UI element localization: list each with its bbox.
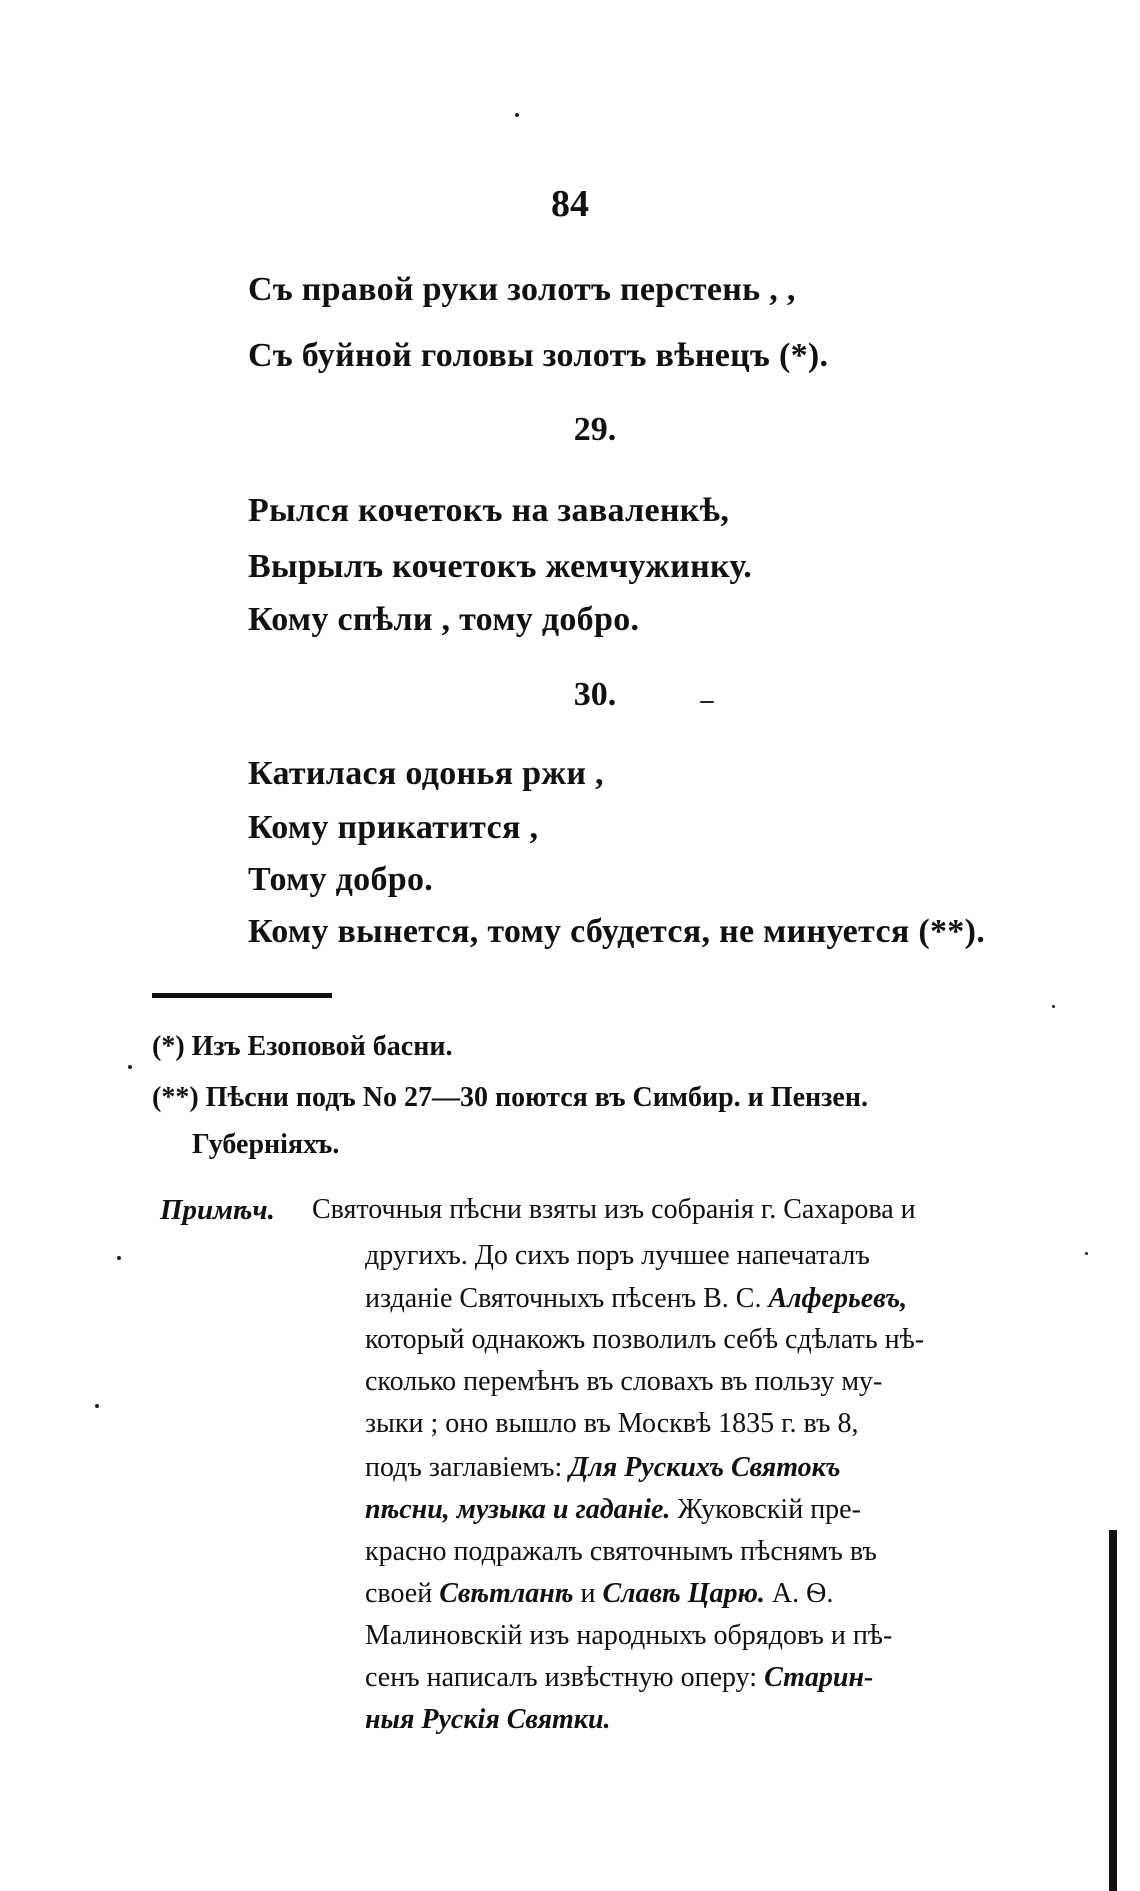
- footnote-continuation: Губерніяхъ.: [192, 1129, 340, 1160]
- scan-speck: [1085, 1252, 1088, 1255]
- scan-speck: [700, 701, 714, 703]
- verse-line: Рылся кочетокъ на заваленкѣ,: [248, 492, 730, 529]
- note-line: Святочныя пѣсни взяты изъ собранія г. Сахарова и: [312, 1194, 916, 1225]
- verse-line: Кому прикатится ,: [248, 809, 539, 846]
- verse-line: Кому вынется, тому сбудется, не минуется (**).: [248, 913, 985, 950]
- scan-speck: [1052, 1005, 1055, 1008]
- note-line: зыки ; оно вышло въ Москвѣ 1835 г. въ 8,: [365, 1408, 859, 1439]
- note-line: Малиновскій изъ народныхъ обрядовъ и пѣ-: [365, 1620, 893, 1651]
- note-line: подъ заглавіемъ: Для Рускихъ Святокъ: [365, 1452, 841, 1483]
- note-line: своей Свѣтланѣ и Славѣ Царю. А. Ѳ.: [365, 1578, 834, 1609]
- page-edge-shadow: [1109, 1530, 1117, 1891]
- note-line: красно подражалъ святочнымъ пѣснямъ въ: [365, 1536, 877, 1567]
- footnote: (**) Пѣсни подъ No 27—30 поются въ Симбир. и Пензен.: [152, 1082, 868, 1113]
- note-line: сколько перемѣнъ въ словахъ въ пользу му-: [365, 1366, 883, 1397]
- verse-line: Съ буйной головы золотъ вѣнецъ (*).: [248, 337, 829, 374]
- note-line: который однакожъ позволилъ себѣ сдѣлать нѣ-: [365, 1324, 925, 1355]
- note-line: другихъ. До сихъ поръ лучшее напечаталъ: [365, 1240, 870, 1271]
- verse-line: Катилася одонья ржи ,: [248, 755, 604, 792]
- scan-speck: [515, 113, 519, 117]
- note-line: изданіе Святочныхъ пѣсенъ В. С. Алферьевъ,: [365, 1283, 908, 1314]
- note-label: Примѣч.: [160, 1194, 275, 1226]
- scan-speck: [117, 1256, 121, 1260]
- note-line: сенъ написалъ извѣстную оперу: Старин-: [365, 1662, 874, 1693]
- footnote: (*) Изъ Езоповой басни.: [152, 1031, 453, 1062]
- verse-line: Съ правой руки золотъ перстень , ,: [248, 271, 796, 308]
- verse-line: Вырылъ кочетокъ жемчужинку.: [248, 548, 753, 585]
- scan-speck: [95, 1404, 99, 1408]
- song-number-30: 30.: [573, 676, 617, 713]
- scan-speck: [128, 1065, 132, 1069]
- verse-line: Тому добро.: [248, 861, 434, 898]
- note-line: пѣсни, музыка и гаданіе. Жуковскій пре-: [365, 1494, 861, 1525]
- footnote-rule: [152, 993, 332, 998]
- note-line: ныя Рускія Святки.: [365, 1704, 611, 1735]
- song-number-29: 29.: [573, 411, 617, 448]
- page-number: 84: [551, 183, 589, 225]
- verse-line: Кому спѣли , тому добро.: [248, 601, 640, 638]
